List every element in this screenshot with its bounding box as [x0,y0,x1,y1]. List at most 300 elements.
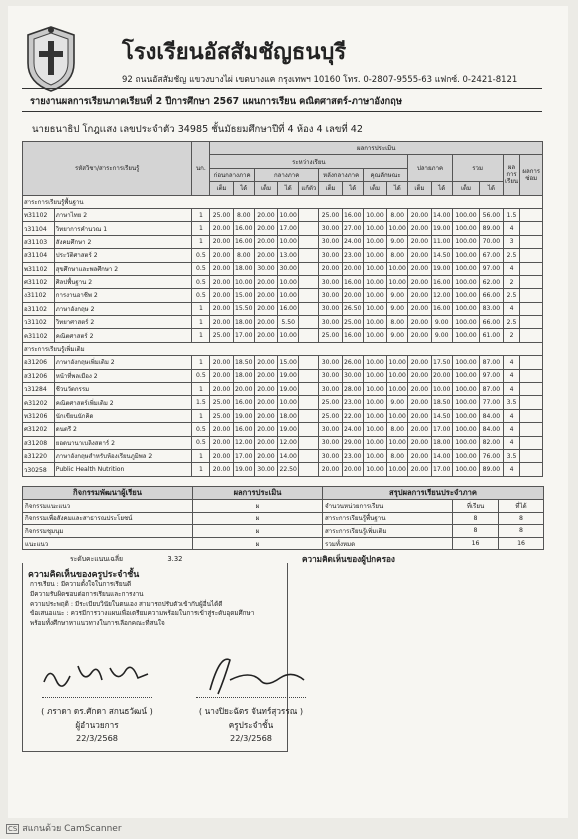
score-cell: 27.00 [342,222,363,235]
score-cell: 10.00 [363,249,386,262]
section-extra [23,342,543,355]
score-cell: 9.00 [431,316,452,329]
score-cell: 83.00 [480,302,503,315]
score-cell: 0.5 [192,275,210,288]
score-cell: 20.00 [408,423,431,436]
score-cell: 82.00 [480,436,503,449]
score-cell: 20.00 [233,383,254,396]
score-cell: 16.00 [233,235,254,248]
table-row [23,262,543,275]
director-date: 22/3/2568 [76,733,118,743]
score-cell: 1 [192,235,210,248]
summary-registered: ที่เรียน [453,500,499,513]
score-cell [520,436,543,449]
score-cell [299,409,319,422]
score-cell: 17.00 [431,463,452,476]
score-cell: 30.00 [319,275,342,288]
score-cell: 16.00 [342,329,363,342]
score-cell: 24.00 [342,235,363,248]
score-cell: 100.00 [452,222,480,235]
score-cell: 10.00 [387,409,408,422]
subject-code: ศ31202 [23,423,55,436]
score-cell: 10.00 [363,262,386,275]
subject-name: หน้าที่พลเมือง 2 [54,369,192,382]
score-cell: 20.00 [408,396,431,409]
score-cell [299,383,319,396]
subject-code: ว31102 [23,316,55,329]
activities-table [22,486,544,550]
score-cell: 100.00 [452,329,480,342]
table-row [23,423,543,436]
score-cell: 10.00 [278,329,299,342]
score-cell: 18.50 [431,396,452,409]
score-cell: 10.00 [363,208,386,221]
score-cell: 20.00 [210,222,233,235]
score-cell: 3 [503,235,520,248]
summary-label: รวมทั้งหมด [323,537,453,550]
score-cell: 25.00 [210,409,233,422]
score-cell: 20.00 [210,249,233,262]
score-cell: 10.00 [387,369,408,382]
score-cell: 100.00 [452,262,480,275]
score-cell: 30.00 [319,383,342,396]
header-got: ได้ [278,182,299,195]
score-cell: 10.00 [387,222,408,235]
table-row [23,275,543,288]
header-divider [22,88,542,89]
score-cell: 10.00 [363,369,386,382]
score-cell: 2.5 [503,249,520,262]
score-cell [520,396,543,409]
score-cell: 87.00 [480,383,503,396]
score-cell: 20.00 [342,463,363,476]
subject-name: สุขศึกษาและพลศึกษา 2 [54,262,192,275]
score-cell: 23.00 [342,449,363,462]
score-cell: 20.00 [210,436,233,449]
score-cell: 15.00 [278,356,299,369]
score-cell: 10.00 [387,262,408,275]
activity-result: ผ [193,525,323,538]
score-cell: 1 [192,316,210,329]
score-cell [299,289,319,302]
score-cell: 30.00 [319,222,342,235]
header-mid: กลางภาค [254,168,319,181]
score-cell: 20.00 [254,249,277,262]
score-cell: 9.00 [431,329,452,342]
score-cell [299,329,319,342]
table-row [23,369,543,382]
score-cell [299,436,319,449]
subject-name: ภาษาอังกฤษสำหรับห้องเรียนภูมิพล 2 [54,449,192,462]
score-cell: 14.00 [431,208,452,221]
score-cell [520,316,543,329]
score-cell: 19.00 [278,369,299,382]
score-cell [520,409,543,422]
score-cell: 77.00 [480,396,503,409]
section-title: สาระการเรียนรู้เพิ่มเติม [23,342,543,355]
score-cell: 18.50 [233,356,254,369]
section-title: สาระการเรียนรู้พื้นฐาน [23,195,543,208]
score-cell [520,289,543,302]
score-cell: 19.00 [233,463,254,476]
header-full: เต็ม [452,182,480,195]
header-final: ปลายภาค [408,155,452,182]
score-cell: 9.00 [387,329,408,342]
score-cell: 0.5 [192,436,210,449]
score-cell: 20.00 [408,222,431,235]
subject-code: พ31102 [23,262,55,275]
activity-row [23,537,544,550]
score-cell: 20.00 [254,423,277,436]
score-cell: 25.00 [319,208,342,221]
score-cell: 1 [192,208,210,221]
score-cell: 17.50 [431,356,452,369]
school-name: โรงเรียนอัสสัมชัญธนบุรี [122,39,347,65]
score-cell: 10.00 [387,275,408,288]
score-cell: 15.50 [233,302,254,315]
score-cell: 14.00 [431,449,452,462]
scanner-watermark [6,821,122,835]
score-cell: 30.00 [319,423,342,436]
score-cell: 10.00 [363,423,386,436]
subject-code: อ31206 [23,356,55,369]
score-cell: 18.00 [233,369,254,382]
summary-passed: ที่ได้ [499,500,544,513]
score-cell: 25.00 [319,409,342,422]
score-cell: 1 [192,463,210,476]
score-cell: 2.5 [503,316,520,329]
subject-name: ยอดนานาเบลิงสตาร์ 2 [54,436,192,449]
gpa-value: 3.32 [167,555,183,563]
score-cell: 10.00 [363,302,386,315]
score-cell: 20.00 [319,463,342,476]
score-cell: 1 [192,409,210,422]
score-cell: 100.00 [452,449,480,462]
activity-result: ผ [193,512,323,525]
score-cell [299,369,319,382]
score-cell: 1.5 [192,396,210,409]
header-subject: รหัสวิชา/สาระการเรียนรู้ [23,142,192,196]
score-cell [520,222,543,235]
school-crest-icon [22,25,80,93]
score-cell: 66.00 [480,289,503,302]
score-cell: 15.00 [233,289,254,302]
teacher-date: 22/3/2568 [230,733,272,743]
score-cell: 20.00 [408,436,431,449]
score-cell: 20.00 [431,369,452,382]
score-cell: 4 [503,436,520,449]
score-cell: 100.00 [452,302,480,315]
score-cell: 14.50 [431,249,452,262]
score-cell: 20.00 [408,249,431,262]
summary-label: จำนวนหน่วยการเรียน [323,500,453,513]
table-row [23,409,543,422]
table-row [23,289,543,302]
subject-code: ส31208 [23,436,55,449]
subject-code: ค31202 [23,396,55,409]
score-cell: 8.00 [387,449,408,462]
score-cell: 12.00 [233,436,254,449]
subject-code: ว30258 [23,463,55,476]
score-cell: 10.00 [387,436,408,449]
score-cell: 100.00 [452,275,480,288]
subject-code: อ31102 [23,302,55,315]
header-got: ได้ [387,182,408,195]
summary-label: สาระการเรียนรู้เพิ่มเติม [323,525,453,538]
header-total: รวม [452,155,503,182]
score-cell: 8.00 [387,316,408,329]
score-cell [520,369,543,382]
score-cell: 20.00 [254,383,277,396]
subject-code: อ31220 [23,449,55,462]
subject-name: การงานอาชีพ 2 [54,289,192,302]
summary-passed: 16 [499,537,544,550]
subject-name: วิทยาการคำนวณ 1 [54,222,192,235]
teacher-role: ครูประจำชั้น [228,720,274,730]
score-cell: 10.00 [363,329,386,342]
score-cell: 30.00 [342,369,363,382]
score-cell: 25.00 [319,329,342,342]
score-cell: 30.00 [319,449,342,462]
score-cell [299,222,319,235]
score-cell: 100.00 [452,208,480,221]
score-cell: 0.5 [192,369,210,382]
score-cell: 4 [503,423,520,436]
score-cell: 20.00 [408,409,431,422]
score-cell: 30.00 [319,356,342,369]
header-full: เต็ม [319,182,342,195]
score-cell [299,356,319,369]
activity-name: กิจกรรมเพื่อสังคมและสาธารณประโยชน์ [23,512,193,525]
subject-name: คณิตศาสตร์เพิ่มเติม 2 [54,396,192,409]
score-cell: 89.00 [480,463,503,476]
score-cell: 16.00 [342,275,363,288]
opinion-line: พร้อมทั้งศึกษาหาแนวทางในการเลือกคณะที่สนใจ [30,619,165,628]
header-summary: สรุปผลการเรียนประจำภาค [323,487,544,500]
subject-name: สังคมศึกษา 2 [54,235,192,248]
score-cell: 20.00 [210,383,233,396]
score-cell: 20.00 [254,369,277,382]
score-cell: 76.00 [480,449,503,462]
score-cell: 18.00 [431,436,452,449]
score-cell [520,423,543,436]
score-cell: 10.00 [431,383,452,396]
score-cell: 0.5 [192,423,210,436]
score-cell: 4 [503,356,520,369]
score-cell: 9.00 [387,289,408,302]
score-cell: 25.00 [210,208,233,221]
score-cell: 2.5 [503,289,520,302]
score-cell: 16.00 [233,222,254,235]
score-cell: 20.00 [254,409,277,422]
score-cell: 10.00 [363,316,386,329]
activity-row [23,512,544,525]
score-cell [520,463,543,476]
header-grade: ผลการเรียน [503,155,520,195]
score-cell: 30.00 [319,289,342,302]
score-cell: 19.00 [233,409,254,422]
score-cell: 16.00 [233,423,254,436]
score-cell: 30.00 [254,262,277,275]
score-cell: 19.00 [278,383,299,396]
score-cell: 10.00 [363,235,386,248]
score-cell [299,316,319,329]
score-cell: 30.00 [254,463,277,476]
score-cell: 20.00 [254,356,277,369]
summary-registered: 8 [453,512,499,525]
table-row [23,235,543,248]
score-cell: 1 [192,383,210,396]
score-cell: 23.00 [342,396,363,409]
report-title: รายงานผลการเรียนภาคเรียนที่ 2 ปีการศึกษา 2567 แผนการเรียน คณิตศาสตร์-ภาษาอังกฤษ [30,96,402,107]
header-characteristic: คุณลักษณะ [363,168,407,181]
score-cell: 17.00 [278,222,299,235]
score-cell: 2 [503,275,520,288]
subject-name: Public Health Nutrition [54,463,192,476]
header-activities: กิจกรรมพัฒนาผู้เรียน [23,487,193,500]
score-cell: 20.00 [342,289,363,302]
score-cell: 22.00 [342,409,363,422]
score-cell [299,275,319,288]
score-cell: 16.00 [342,208,363,221]
subject-name: ภาษาไทย 2 [54,208,192,221]
score-cell: 100.00 [452,369,480,382]
score-cell: 4 [503,302,520,315]
score-cell: 1.5 [503,208,520,221]
score-cell: 10.00 [363,289,386,302]
score-cell: 20.00 [210,463,233,476]
table-row [23,316,543,329]
score-cell: 25.00 [319,396,342,409]
score-cell: 10.00 [387,356,408,369]
score-cell: 12.00 [431,289,452,302]
score-cell: 29.00 [342,436,363,449]
score-cell: 20.00 [254,449,277,462]
header-full: เต็ม [363,182,386,195]
score-cell: 20.00 [408,235,431,248]
score-cell: 30.00 [319,302,342,315]
score-cell: 16.00 [431,302,452,315]
header-got: ได้ [233,182,254,195]
score-cell: 20.00 [408,383,431,396]
score-cell: 25.00 [342,316,363,329]
opinion-line: ข้อเสนอแนะ : ควรมีการวางแผนเพื่อเตรียมความพร้อมในการเข้าสู่ระดับอุดมศึกษา [30,609,255,618]
table-row [23,396,543,409]
teacher-signature-icon [200,650,310,700]
score-cell: 2 [503,329,520,342]
director-role: ผู้อำนวยการ [75,720,119,730]
table-row [23,383,543,396]
score-cell [299,449,319,462]
score-cell: 4 [503,222,520,235]
score-cell: 30.00 [319,235,342,248]
header-activity-eval: ผลการประเมิน [193,487,323,500]
summary-passed: 8 [499,525,544,538]
score-cell: 20.00 [408,208,431,221]
score-cell: 20.00 [210,423,233,436]
score-cell: 1 [192,329,210,342]
score-cell: 10.00 [363,449,386,462]
activity-name: กิจกรรมแนะแนว [23,500,193,513]
score-cell: 100.00 [452,396,480,409]
score-cell: 10.00 [278,289,299,302]
score-cell: 9.00 [387,396,408,409]
header-before-mid: ก่อนกลางภาค [210,168,254,181]
subject-name: คณิตศาสตร์ 2 [54,329,192,342]
activity-row [23,525,544,538]
table-row [23,449,543,462]
score-cell: 4 [503,463,520,476]
score-cell: 20.00 [210,235,233,248]
score-cell: 20.00 [254,316,277,329]
student-info: นายธนาธิป โกฎเเสง เลขประจำตัว 34985 ชั้นมัธยมศึกษาปีที่ 4 ห้อง 4 เลขที่ 42 [32,124,363,135]
parent-opinion-title: ความคิดเห็นของผู้ปกครอง [302,554,395,564]
score-cell: 10.00 [363,222,386,235]
score-cell [299,235,319,248]
teacher-name: ( นางปิยะฉัตร จันทร์สุวรรณ ) [198,706,304,716]
score-cell: 8.00 [233,249,254,262]
score-cell: 25.00 [210,329,233,342]
score-cell [520,302,543,315]
score-cell [299,208,319,221]
director-signature-line [42,697,152,698]
score-cell: 14.50 [431,409,452,422]
score-cell [520,249,543,262]
score-cell [299,463,319,476]
table-row [23,329,543,342]
subject-code: ส31206 [23,369,55,382]
score-cell: 56.00 [480,208,503,221]
subject-code: ส31103 [23,235,55,248]
score-cell: 9.00 [387,235,408,248]
activity-row [23,500,544,513]
summary-label: สาระการเรียนรู้พื้นฐาน [323,512,453,525]
score-cell: 17.00 [233,329,254,342]
score-cell: 30.00 [319,316,342,329]
score-cell: 11.00 [431,235,452,248]
score-cell: 5.50 [278,316,299,329]
score-cell: 4 [503,262,520,275]
activity-result: ผ [193,537,323,550]
score-cell: 8.00 [233,208,254,221]
header-credit: นก. [192,142,210,196]
score-cell: 10.00 [363,356,386,369]
score-cell: 30.00 [278,262,299,275]
header-full: เต็ม [408,182,431,195]
score-cell: 18.00 [278,409,299,422]
score-cell: 20.00 [210,316,233,329]
header-result: ผลการประเมิน [210,142,543,155]
director-signature-icon [40,654,160,694]
header-after-mid: หลังกลางภาค [319,168,363,181]
subject-name: ดนตรี 2 [54,423,192,436]
score-cell: 10.00 [363,396,386,409]
subject-name: ชีวนวัตกรรม [54,383,192,396]
score-cell: 100.00 [452,356,480,369]
score-cell: 100.00 [452,463,480,476]
opinion-line: ความประพฤติ : มีระเบียบวินัยในตนเอง สามารถปรับตัวเข้ากับผู้อื่นได้ดี [30,599,223,608]
summary-registered: 16 [453,537,499,550]
score-cell: 20.00 [408,262,431,275]
title-divider [22,111,542,112]
score-cell [299,249,319,262]
header-redo: ผลการซ่อม [520,155,543,195]
score-cell [520,262,543,275]
header-full: เต็ม [254,182,277,195]
score-cell: 10.00 [278,208,299,221]
score-cell: 10.00 [387,383,408,396]
score-cell: 20.00 [210,369,233,382]
